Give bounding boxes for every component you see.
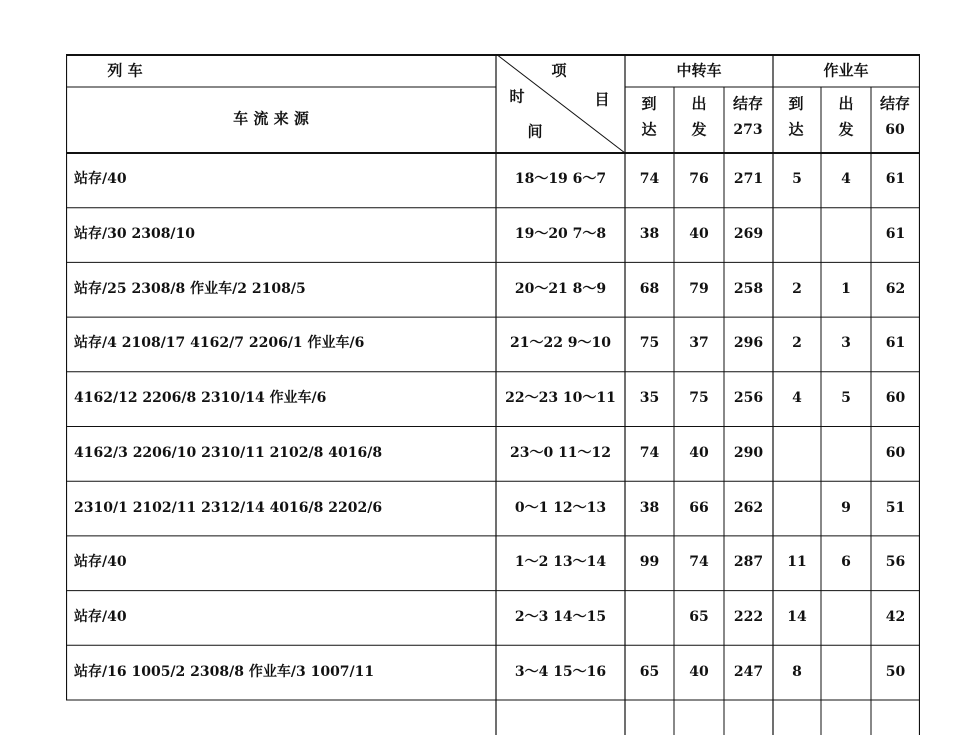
time-cell: 23～0 11～12 [509,444,612,461]
transfer-depart-cell: 74 [689,554,709,571]
work-arrive-cell: 8 [792,663,802,680]
transfer-arrive-cell: 38 [639,499,660,516]
transfer-stock-label: 结存 [732,94,764,113]
train-header-label: 列 车 [107,61,143,80]
transfer-depart-cell: 40 [689,663,709,680]
time-cell: 1～2 13～14 [514,554,607,571]
transfer-arrive-cell: 35 [639,390,660,407]
work-stock-cell: 61 [885,226,906,243]
transfer-arrive-label-2: 达 [641,120,657,139]
source-cell: 站存/40 [74,554,127,571]
work-stock-cell: 51 [885,499,906,516]
transfer-stock-cell: 271 [733,171,764,188]
transfer-stock-cell: 262 [733,499,764,516]
time-cell: 3～4 15～16 [514,663,607,680]
work-stock-cell: 61 [885,171,906,188]
transfer-depart-cell: 40 [689,444,709,461]
transfer-depart-cell: 79 [689,280,709,297]
time-header-label: 时 [509,87,525,106]
time-sub-header-label: 间 [527,122,543,141]
source-cell: 站存/40 [74,171,127,188]
work-stock-cell: 60 [885,390,906,407]
transfer-depart-cell: 76 [689,171,709,188]
work-depart-cell: 5 [841,390,851,407]
transfer-stock-cell: 258 [733,280,764,297]
work-arrive-cell: 2 [792,335,802,352]
transfer-arrive-cell: 38 [639,226,660,243]
source-cell: 2310/1 2102/11 2312/14 4016/8 2202/6 [74,499,383,516]
work-depart-cell: 9 [841,499,851,516]
time-cell: 20～21 8～9 [514,280,607,297]
work-stock-cell: 62 [885,280,906,297]
transfer-depart-label-1: 出 [691,94,707,113]
work-stock-cell: 60 [885,444,906,461]
work-stock-cell: 50 [885,663,906,680]
work-depart-label-1: 出 [838,94,854,113]
work-stock-cell: 61 [885,335,906,352]
source-cell: 站存/16 1005/2 2308/8 作业车/3 1007/11 [74,663,375,680]
source-cell: 站存/30 2308/10 [74,226,196,243]
transfer-depart-cell: 66 [689,499,709,516]
work-arrive-cell: 14 [787,608,807,625]
work-group-header: 作业车 [823,61,869,80]
source-cell: 站存/4 2108/17 4162/7 2206/1 作业车/6 [74,335,365,352]
time-cell: 2～3 14～15 [514,608,607,625]
item-header-label: 项 [551,61,567,80]
transfer-stock-cell: 287 [733,554,764,571]
work-stock-initial: 60 [885,122,905,138]
transfer-arrive-label-1: 到 [641,94,657,113]
transfer-group-header: 中转车 [676,61,722,80]
work-depart-cell: 4 [841,171,851,188]
train-flow-table [66,54,920,735]
time-cell: 19～20 7～8 [514,226,607,243]
time-cell: 22～23 10～11 [505,390,616,407]
work-depart-cell: 3 [841,335,851,352]
transfer-arrive-cell: 99 [639,554,660,571]
transfer-depart-cell: 75 [689,390,709,407]
source-cell: 站存/25 2308/8 作业车/2 2108/5 [74,280,306,297]
transfer-stock-cell: 256 [733,390,764,407]
source-header-label: 车 流 来 源 [233,109,309,128]
transfer-stock-cell: 222 [733,608,764,625]
transfer-depart-label-2: 发 [691,120,707,139]
source-cell: 站存/40 [74,608,127,625]
transfer-arrive-cell: 65 [639,663,660,680]
item-sub-header-label: 目 [594,90,610,109]
work-arrive-cell: 4 [792,390,802,407]
work-arrive-cell: 2 [792,280,802,297]
transfer-arrive-cell: 74 [639,444,660,461]
work-arrive-cell: 5 [792,171,802,188]
transfer-stock-cell: 269 [733,226,764,243]
source-cell: 4162/12 2206/8 2310/14 作业车/6 [74,390,327,407]
work-stock-cell: 42 [885,608,906,625]
transfer-stock-cell: 296 [733,335,764,352]
transfer-arrive-cell: 68 [639,280,660,297]
time-cell: 18～19 6～7 [514,171,607,188]
work-depart-cell: 6 [841,554,851,571]
work-arrive-cell: 11 [787,554,807,571]
transfer-stock-initial: 273 [733,122,763,138]
source-cell: 4162/3 2206/10 2310/11 2102/8 4016/8 [74,444,383,461]
work-stock-label: 结存 [879,94,911,113]
transfer-depart-cell: 40 [689,226,709,243]
work-depart-label-2: 发 [838,120,854,139]
transfer-depart-cell: 65 [689,608,709,625]
work-arrive-label-2: 达 [788,120,804,139]
transfer-depart-cell: 37 [689,335,709,352]
transfer-arrive-cell: 74 [639,171,660,188]
time-cell: 0～1 12～13 [514,499,607,516]
transfer-arrive-cell: 75 [639,335,660,352]
work-stock-cell: 56 [885,554,906,571]
transfer-stock-cell: 247 [733,663,764,680]
transfer-stock-cell: 290 [733,444,764,461]
work-depart-cell: 1 [841,280,851,297]
time-cell: 21～22 9～10 [509,335,612,352]
work-arrive-label-1: 到 [788,94,804,113]
